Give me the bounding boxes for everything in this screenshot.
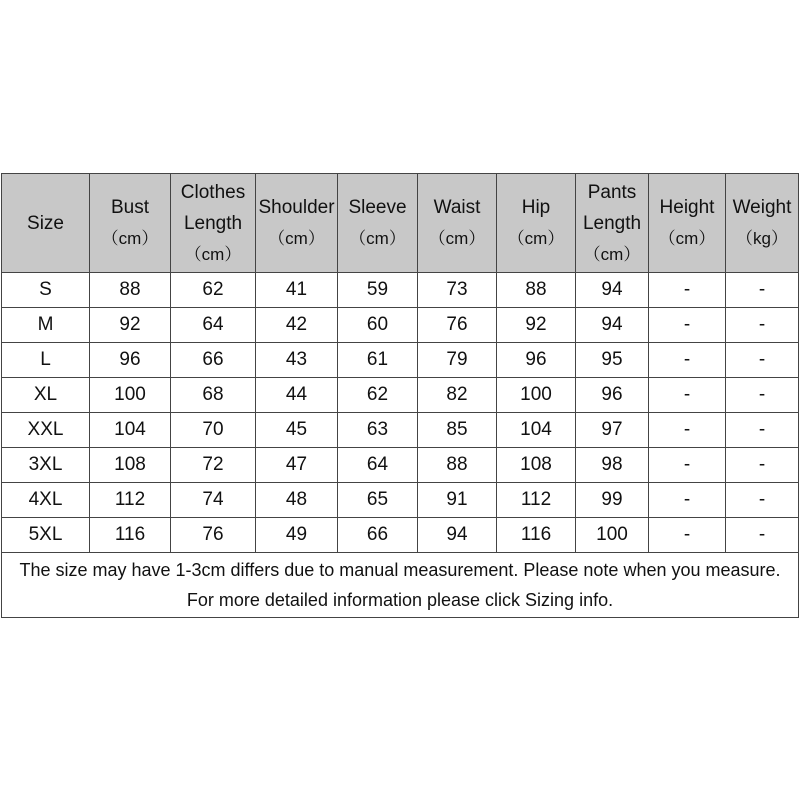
column-header-label: Hip bbox=[521, 197, 551, 218]
table-cell: 41 bbox=[256, 273, 338, 308]
table-cell: - bbox=[649, 483, 726, 518]
table-cell: 108 bbox=[497, 448, 576, 483]
size-cell: 5XL bbox=[2, 518, 90, 553]
column-header-label: Waist bbox=[433, 197, 481, 218]
table-cell: 79 bbox=[418, 343, 497, 378]
table-cell: 85 bbox=[418, 413, 497, 448]
column-header-unit: （kg） bbox=[736, 229, 788, 248]
table-body bbox=[2, 273, 799, 553]
table-cell: 48 bbox=[256, 483, 338, 518]
column-header bbox=[726, 174, 799, 273]
table-cell: 66 bbox=[338, 518, 418, 553]
table-cell: 45 bbox=[256, 413, 338, 448]
column-header bbox=[90, 174, 171, 273]
column-header bbox=[497, 174, 576, 273]
table-row bbox=[2, 413, 799, 448]
table-row bbox=[2, 518, 799, 553]
size-cell: M bbox=[2, 308, 90, 343]
size-cell: XL bbox=[2, 378, 90, 413]
column-header bbox=[649, 174, 726, 273]
column-header bbox=[576, 174, 649, 273]
column-header-label: Bust bbox=[110, 197, 150, 218]
table-cell: 95 bbox=[576, 343, 649, 378]
table-cell: 42 bbox=[256, 308, 338, 343]
table-cell: - bbox=[726, 448, 799, 483]
column-header-label: Size bbox=[27, 212, 64, 234]
table-row bbox=[2, 483, 799, 518]
table-cell: 100 bbox=[576, 518, 649, 553]
table-row bbox=[2, 308, 799, 343]
table-row bbox=[2, 378, 799, 413]
column-header-unit: （cm） bbox=[583, 244, 641, 264]
table-cell: 94 bbox=[418, 518, 497, 553]
table-cell: 116 bbox=[497, 518, 576, 553]
column-header-label: Weight bbox=[732, 197, 792, 218]
table-cell: 96 bbox=[576, 378, 649, 413]
table-cell: 100 bbox=[90, 378, 171, 413]
column-header-label: Height bbox=[659, 197, 715, 218]
table-cell: 59 bbox=[338, 273, 418, 308]
size-chart-table bbox=[1, 173, 799, 618]
table-cell: 62 bbox=[338, 378, 418, 413]
header-row bbox=[2, 174, 799, 273]
table-cell: 76 bbox=[171, 518, 256, 553]
table-cell: 64 bbox=[338, 448, 418, 483]
column-header bbox=[418, 174, 497, 273]
table-cell: 64 bbox=[171, 308, 256, 343]
table-cell: - bbox=[726, 518, 799, 553]
table-cell: 47 bbox=[256, 448, 338, 483]
note-line-1: The size may have 1-3cm differs due to manual measurement. Please note when you measure. bbox=[19, 560, 781, 580]
column-header-unit: （cm） bbox=[507, 229, 565, 248]
table-cell: - bbox=[649, 273, 726, 308]
table-cell: - bbox=[726, 273, 799, 308]
column-header bbox=[338, 174, 418, 273]
table-cell: 70 bbox=[171, 413, 256, 448]
table-cell: 66 bbox=[171, 343, 256, 378]
table-cell: 82 bbox=[418, 378, 497, 413]
table-cell: - bbox=[649, 308, 726, 343]
table-cell: 112 bbox=[497, 483, 576, 518]
table-cell: 60 bbox=[338, 308, 418, 343]
column-header-unit: （cm） bbox=[184, 244, 242, 264]
table-cell: - bbox=[649, 378, 726, 413]
table-cell: 108 bbox=[90, 448, 171, 483]
column-header-unit: （cm） bbox=[268, 229, 325, 248]
table-cell: 104 bbox=[90, 413, 171, 448]
table-cell: 74 bbox=[171, 483, 256, 518]
table-row bbox=[2, 448, 799, 483]
table-cell: 65 bbox=[338, 483, 418, 518]
table-cell: - bbox=[726, 308, 799, 343]
table-cell: 76 bbox=[418, 308, 497, 343]
table-cell: - bbox=[649, 448, 726, 483]
size-cell: L bbox=[2, 343, 90, 378]
column-header-label: Length bbox=[183, 212, 243, 234]
table-cell: 92 bbox=[497, 308, 576, 343]
table-cell: 116 bbox=[90, 518, 171, 553]
table-cell: 92 bbox=[90, 308, 171, 343]
column-header-unit: （cm） bbox=[349, 229, 406, 248]
column-header-label: Clothes bbox=[180, 181, 246, 203]
table-cell: 88 bbox=[418, 448, 497, 483]
table-cell: - bbox=[726, 343, 799, 378]
column-header-label: Pants bbox=[587, 181, 637, 203]
column-header bbox=[2, 174, 90, 273]
column-header-unit: （cm） bbox=[101, 229, 159, 248]
column-header-label: Length bbox=[582, 212, 642, 234]
table-cell: 112 bbox=[90, 483, 171, 518]
table-cell: 62 bbox=[171, 273, 256, 308]
table-cell: - bbox=[649, 343, 726, 378]
table-cell: - bbox=[726, 378, 799, 413]
table-cell: 63 bbox=[338, 413, 418, 448]
column-header-unit: （cm） bbox=[658, 229, 716, 248]
table-row bbox=[2, 343, 799, 378]
table-cell: 99 bbox=[576, 483, 649, 518]
table-cell: 72 bbox=[171, 448, 256, 483]
size-cell: S bbox=[2, 273, 90, 308]
table-cell: 97 bbox=[576, 413, 649, 448]
table-cell: 73 bbox=[418, 273, 497, 308]
table-cell: - bbox=[726, 483, 799, 518]
note-line-2: For more detailed information please click Sizing info. bbox=[186, 590, 614, 610]
size-cell: XXL bbox=[2, 413, 90, 448]
column-header-label: Sleeve bbox=[348, 197, 407, 218]
table-cell: 68 bbox=[171, 378, 256, 413]
column-header bbox=[171, 174, 256, 273]
table-cell: 88 bbox=[497, 273, 576, 308]
table-row bbox=[2, 273, 799, 308]
column-header-label: Shoulder bbox=[258, 197, 335, 218]
table-cell: 91 bbox=[418, 483, 497, 518]
table-cell: 61 bbox=[338, 343, 418, 378]
table-cell: - bbox=[649, 413, 726, 448]
table-cell: 100 bbox=[497, 378, 576, 413]
table-cell: 98 bbox=[576, 448, 649, 483]
note-cell bbox=[2, 553, 799, 618]
table-cell: 88 bbox=[90, 273, 171, 308]
column-header-unit: （cm） bbox=[428, 229, 486, 248]
table-cell: 49 bbox=[256, 518, 338, 553]
table-cell: 94 bbox=[576, 308, 649, 343]
table-cell: - bbox=[726, 413, 799, 448]
table-cell: 94 bbox=[576, 273, 649, 308]
table-cell: 96 bbox=[90, 343, 171, 378]
table-cell: 104 bbox=[497, 413, 576, 448]
size-cell: 3XL bbox=[2, 448, 90, 483]
size-cell: 4XL bbox=[2, 483, 90, 518]
note-row bbox=[2, 553, 799, 618]
table-cell: - bbox=[649, 518, 726, 553]
column-header bbox=[256, 174, 338, 273]
table-cell: 44 bbox=[256, 378, 338, 413]
table-cell: 43 bbox=[256, 343, 338, 378]
table-cell: 96 bbox=[497, 343, 576, 378]
